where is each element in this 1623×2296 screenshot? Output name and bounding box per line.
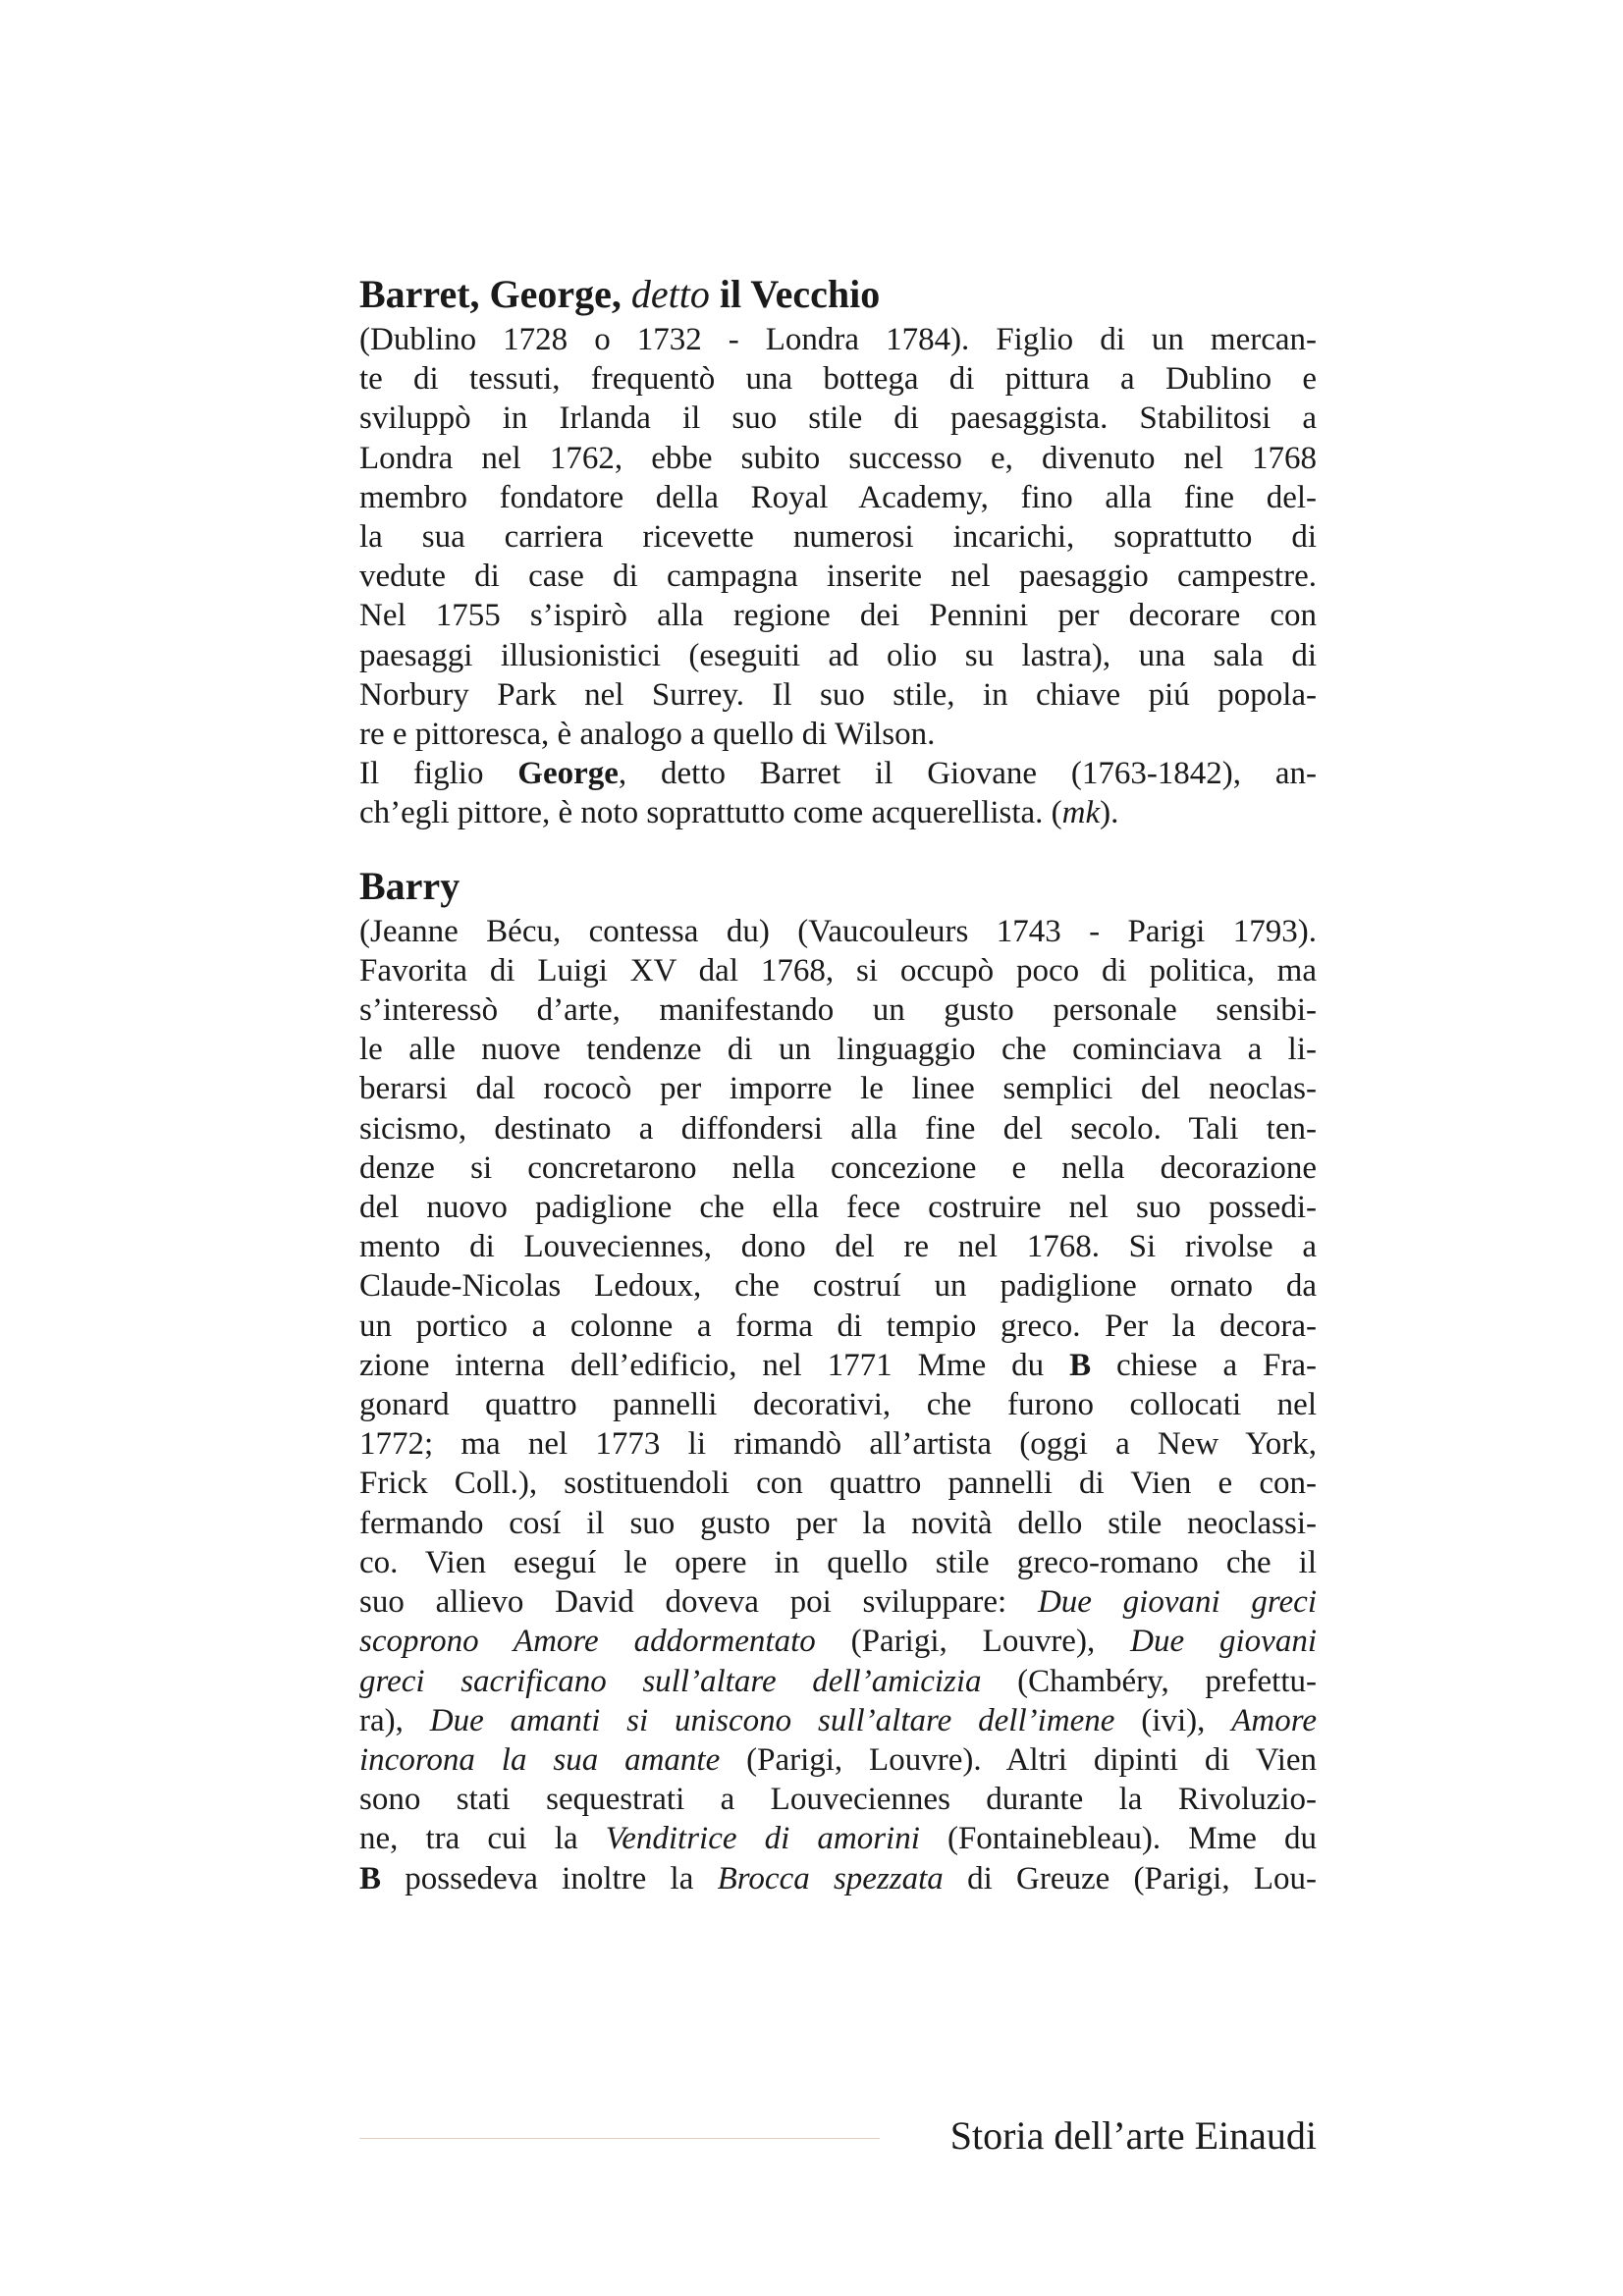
entry-abbrev-bold: B [1069, 1347, 1092, 1383]
text-run: suo allievo David doveva poi sviluppare: [359, 1584, 1038, 1621]
text-line [359, 1622, 1317, 1661]
page-footer [359, 2109, 1317, 2167]
artwork-title: Venditrice di amorini [605, 1821, 920, 1857]
entry-title-name: Barry [359, 863, 460, 908]
text-line [359, 793, 1317, 832]
text-run: (Parigi, Louvre). Altri dipinti di Vien [720, 1741, 1318, 1778]
text-line: Norbury Park nel Surrey. Il suo stile, in chiave piú popola- [359, 676, 1317, 713]
text-line: s’interessò d’arte, manifestando un gusto personale sensibi- [359, 992, 1317, 1029]
artwork-title: scoprono Amore addormentato [359, 1624, 816, 1660]
text-line: (Dublino 1728 o 1732 - Londra 1784). Figlio di un mercan- [359, 322, 1317, 357]
entry-body-barret [359, 320, 1317, 833]
text-line: del nuovo padiglione che ella fece costruire nel suo possedi- [359, 1190, 1317, 1226]
text-line: berarsi dal rococò per imporre le linee semplici del neoclas- [359, 1071, 1317, 1107]
entry-barry [359, 861, 1317, 1898]
entry-body-barry [359, 912, 1317, 1898]
text-line: re e pittoresca, è analogo a quello di Wilson. [359, 717, 936, 753]
entry-title-barret [359, 269, 1317, 320]
footer-publication-title: Storia dell’arte Einaudi [949, 2113, 1317, 2158]
entry-title-epithet-prefix: detto [630, 272, 710, 316]
text-line [359, 1819, 1317, 1858]
text-line: Londra nel 1762, ebbe subito successo e, divenuto nel 1768 [359, 440, 1317, 476]
text-line [359, 1740, 1317, 1780]
text-line: 1772; ma nel 1773 li rimandò all’artista (oggi a New York, [359, 1426, 1317, 1463]
text-run: ). [1100, 795, 1119, 831]
artwork-title: Due giovani [1130, 1624, 1317, 1660]
text-line: sviluppò in Irlanda il suo stile di paesaggista. Stabilitosi a [359, 400, 1317, 437]
artwork-title: Due giovani greci [1037, 1584, 1317, 1621]
text-run: chiese a Fra- [1091, 1347, 1318, 1383]
text-run: (ivi), [1114, 1702, 1232, 1738]
artwork-title: greci sacrificano sull’altare dell’amicizia [359, 1663, 982, 1699]
text-run: possedeva inoltre la [381, 1860, 718, 1896]
text-line: te di tessuti, frequentò una bottega di pittura a Dublino e [359, 361, 1317, 398]
author-initials: mk [1061, 795, 1101, 831]
text-line: sono stati sequestrati a Louveciennes durante la Rivoluzio- [359, 1782, 1317, 1818]
text-line: la sua carriera ricevette numerosi incarichi, soprattutto di [359, 519, 1317, 556]
entry-title-barry [359, 861, 1317, 912]
text-line: Frick Coll.), sostituendoli con quattro pannelli di Vien e con- [359, 1466, 1317, 1502]
text-line: sicismo, destinato a diffondersi alla fine del secolo. Tali ten- [359, 1110, 1317, 1147]
text-run: Il figlio [359, 756, 518, 792]
text-line [359, 1662, 1317, 1701]
footer-rule [359, 2138, 880, 2139]
text-run: ra), [359, 1702, 430, 1738]
text-run: (Chambéry, prefettu- [981, 1663, 1317, 1699]
text-line: paesaggi illusionistici (eseguiti ad olio su lastra), una sala di [359, 637, 1317, 673]
text-run: di Greuze (Parigi, Lou- [943, 1860, 1317, 1896]
artwork-title: Due amanti si uniscono sull’altare dell’imene [429, 1702, 1115, 1738]
text-line: vedute di case di campagna inserite nel paesaggio campestre. [359, 559, 1317, 595]
text-run: ne, tra cui la [359, 1821, 606, 1857]
text-run: (Parigi, Louvre), [815, 1624, 1131, 1660]
person-name-bold: George [517, 756, 619, 792]
text-line [359, 1582, 1317, 1622]
text-line: membro fondatore della Royal Academy, fino alla fine del- [359, 479, 1317, 515]
entry-barret [359, 269, 1317, 833]
text-column [359, 269, 1317, 1926]
artwork-title: incorona la sua amante [359, 1741, 721, 1778]
text-line: co. Vien eseguí le opere in quello stile greco-romano che il [359, 1544, 1317, 1580]
text-line: Nel 1755 s’ispirò alla regione dei Pennini per decorare con [359, 598, 1317, 634]
entry-title-name: Barret, George, [359, 272, 622, 316]
text-line: le alle nuove tendenze di un linguaggio che cominciava a li- [359, 1032, 1317, 1068]
text-line [359, 1859, 1317, 1898]
text-line: Favorita di Luigi XV dal 1768, si occupò poco di politica, ma [359, 952, 1317, 988]
text-line: Claude-Nicolas Ledoux, che costruí un padiglione ornato da [359, 1268, 1317, 1305]
text-run: (Fontainebleau). Mme du [919, 1821, 1317, 1857]
artwork-title: Amore [1231, 1702, 1317, 1738]
text-run: ch’egli pittore, è noto soprattutto come acquerellista. ( [359, 795, 1062, 831]
text-line [359, 1346, 1317, 1385]
text-line: gonard quattro pannelli decorativi, che furono collocati nel [359, 1387, 1317, 1423]
text-run: zione interna dell’edificio, nel 1771 Mme du [359, 1347, 1070, 1383]
entry-title-epithet: il Vecchio [719, 272, 881, 316]
text-line: (Jeanne Bécu, contessa du) (Vaucouleurs 1743 - Parigi 1793). [359, 913, 1317, 949]
text-line: mento di Louveciennes, dono del re nel 1768. Si rivolse a [359, 1229, 1317, 1265]
text-line: fermando cosí il suo gusto per la novità dello stile neoclassi- [359, 1505, 1317, 1541]
entry-abbrev-bold: B [359, 1860, 382, 1896]
text-line: un portico a colonne a forma di tempio greco. Per la decora- [359, 1308, 1317, 1344]
text-line: denze si concretarono nella concezione e nella decorazione [359, 1149, 1317, 1186]
text-line [359, 754, 1317, 793]
artwork-title: Brocca spezzata [717, 1860, 944, 1896]
text-line [359, 1701, 1317, 1740]
text-run: , detto Barret il Giovane (1763-1842), an- [618, 756, 1317, 792]
